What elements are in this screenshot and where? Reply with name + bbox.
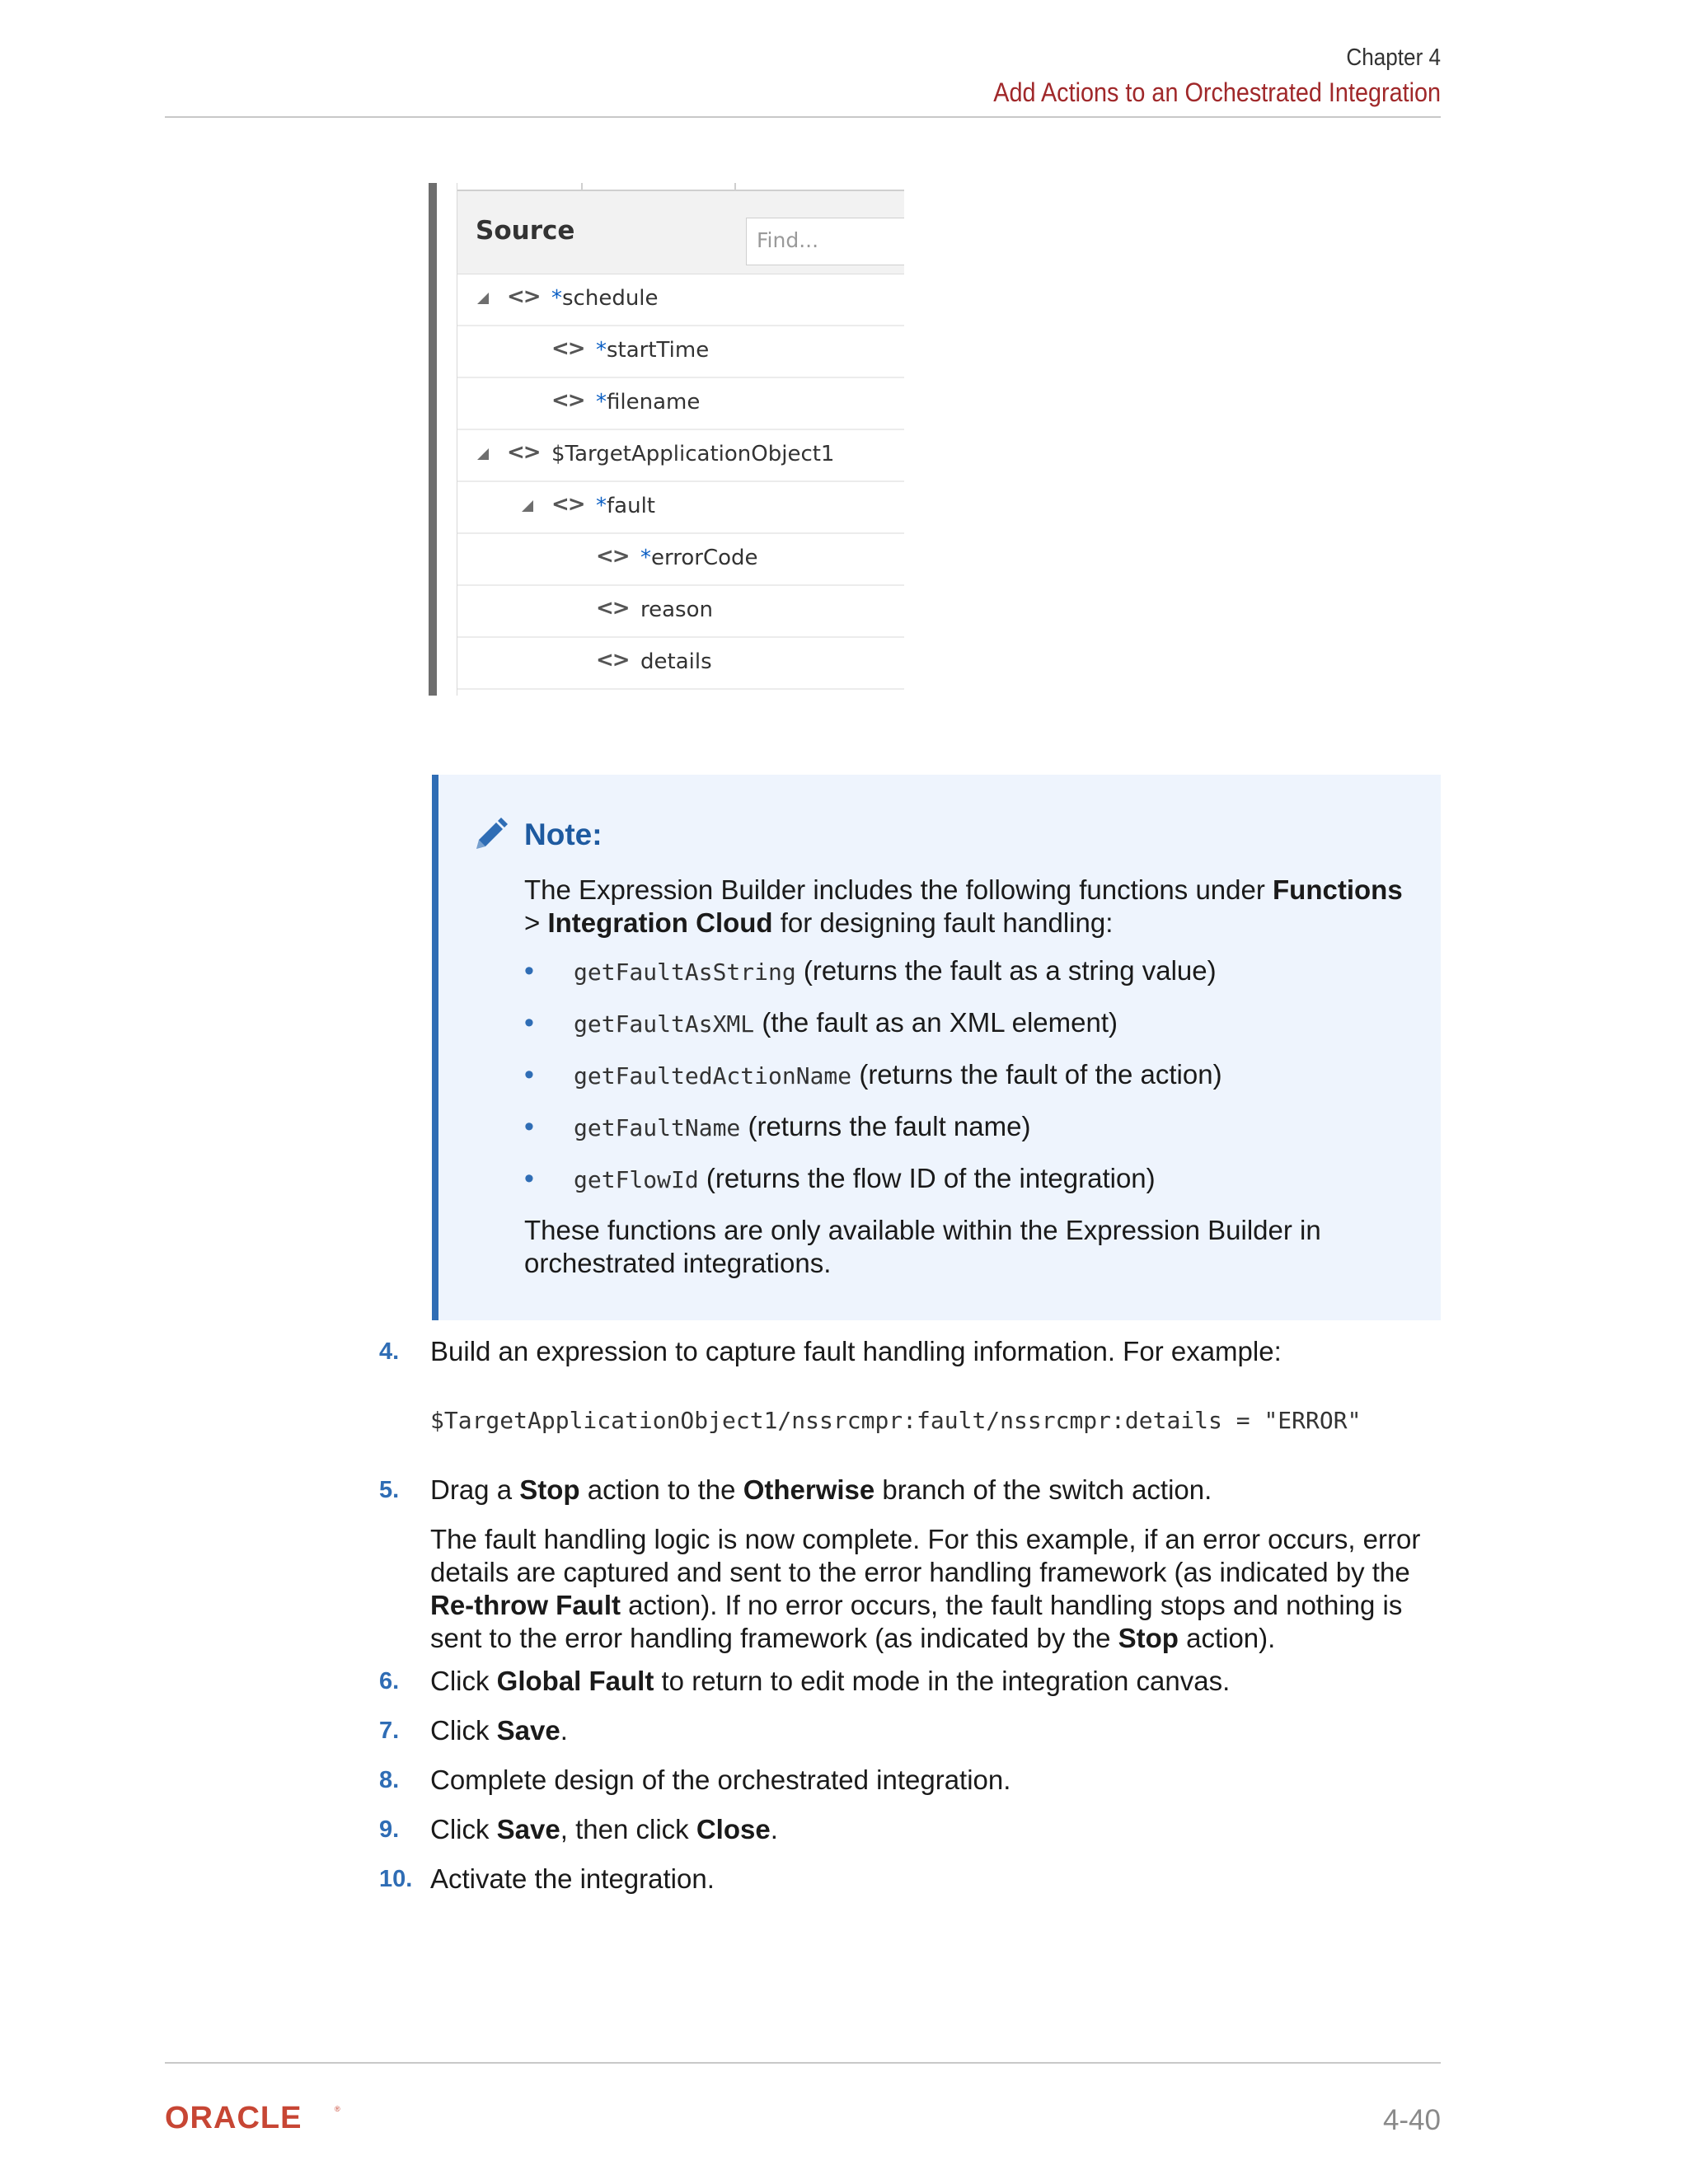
svg-text:®: ® bbox=[335, 2105, 340, 2113]
note-box bbox=[432, 775, 1441, 1320]
step-5-explanation: The fault handling logic is now complete. For this example, if an error occurs, error details are captured and sent to the error handling framework (as indicated by the Re-throw Fault action). If no error occurs, the fault handling stops and nothing is sent to the error handling framework (as indicated by the Stop action). bbox=[430, 1524, 1421, 1653]
expand-triangle-icon[interactable] bbox=[477, 448, 489, 460]
tree-node[interactable] bbox=[457, 586, 904, 638]
element-icon: <> bbox=[596, 596, 629, 621]
element-icon: <> bbox=[596, 544, 629, 569]
bullet-icon: • bbox=[524, 1059, 534, 1090]
tree-node[interactable] bbox=[457, 378, 904, 430]
element-icon: <> bbox=[551, 336, 584, 361]
tree-node-label: *startTime bbox=[596, 338, 710, 363]
function-list bbox=[524, 954, 1423, 1214]
expand-triangle-icon[interactable] bbox=[477, 293, 489, 304]
element-icon: <> bbox=[551, 492, 584, 517]
pencil-icon bbox=[471, 816, 509, 854]
note-body bbox=[524, 874, 1423, 1280]
note-title: Note: bbox=[524, 818, 603, 851]
element-icon: <> bbox=[507, 440, 540, 465]
source-panel-header bbox=[457, 191, 904, 274]
bullet-icon: • bbox=[524, 1007, 534, 1038]
document-page: Chapter 4 Add Actions to an Orchestrated Integration Source Find... <> *schedule <> *startTime <> *filename <> $TargetApplicationObject1 <> *fault <> *errorCode <> reason <> details Note: The Expression Builder includes the following functions under Functions > Integration Cloud for designing fault handling: • getFaultAsString (returns the fault as a string value) • getFaultAsXML (the fault as an XML element) • getFaultedActionName (returns the fault of the action) • getFaultName (returns the fault name) • getFlowId (returns the flow ID of the integration) These functions are only available within the Expression Builder in orchestrated integrations. 4. Build an expression to capture fault handling information. For example: $TargetApplicationObject1/nssrcmpr:fault/nssrcmpr:details = "ERROR" 5. Drag a Stop action to the Otherwise branch of the switch action. The fault handling logic is now complete. For this example, if an error occurs, error details are captured and sent to the error handling framework (as indicated by the Re-throw Fault action). If no error occurs, the fault handling stops and nothing is sent to the error handling framework (as indicated by the Stop action). 6. Click Global Fault to return to edit mode in the integration canvas. 7. Click Save. 8. Complete design of the orchestrated integration. 9. Click Save, then click Close. 10. Activate the integration. ORACLE ® 4-40 bbox=[165, 45, 1441, 2136]
chapter-title: Add Actions to an Orchestrated Integration bbox=[993, 77, 1441, 107]
list-item: • getFaultedActionName (returns the fault of the action) bbox=[524, 1059, 1222, 1090]
svg-text:ORACLE: ORACLE bbox=[165, 2103, 302, 2131]
bullet-icon: • bbox=[524, 1163, 534, 1194]
tree-node-label: *errorCode bbox=[640, 546, 758, 570]
expand-triangle-icon[interactable] bbox=[522, 500, 533, 512]
tree-node[interactable] bbox=[457, 326, 904, 378]
tree-node[interactable] bbox=[457, 430, 904, 482]
tree-node[interactable] bbox=[457, 534, 904, 586]
source-label: Source bbox=[476, 216, 575, 246]
note-footer: These functions are only available within the Expression Builder in orchestrated integrations. bbox=[524, 1215, 1321, 1278]
bullet-icon: • bbox=[524, 955, 534, 987]
element-icon: <> bbox=[596, 648, 629, 673]
tree-node-label: *schedule bbox=[551, 286, 659, 311]
tree-node-label: $TargetApplicationObject1 bbox=[551, 442, 835, 466]
list-item: • getFaultName (returns the fault name) bbox=[524, 1111, 1031, 1142]
footer-divider bbox=[165, 2062, 1441, 2064]
list-item: • getFaultAsString (returns the fault as a string value) bbox=[524, 955, 1217, 987]
tree-node[interactable] bbox=[457, 274, 904, 326]
element-icon: <> bbox=[551, 388, 584, 413]
running-header bbox=[944, 43, 1441, 109]
tree-node-label: *filename bbox=[596, 390, 701, 415]
source-panel bbox=[457, 183, 904, 696]
bullet-icon: • bbox=[524, 1111, 534, 1142]
source-tree-screenshot bbox=[429, 183, 903, 696]
tree-node-label: reason bbox=[640, 598, 713, 622]
oracle-logo bbox=[165, 2103, 346, 2131]
tree-node-label: *fault bbox=[596, 494, 655, 518]
tree-node-label: details bbox=[640, 649, 712, 674]
panel-edge bbox=[429, 183, 437, 696]
tree-node[interactable] bbox=[457, 638, 904, 690]
element-icon: <> bbox=[507, 284, 540, 309]
list-item: • getFaultAsXML (the fault as an XML element) bbox=[524, 1007, 1118, 1038]
source-tree bbox=[457, 274, 904, 690]
note-intro: The Expression Builder includes the following functions under Functions > Integration Cloud for designing fault handling: bbox=[524, 874, 1403, 938]
find-input[interactable]: Find... bbox=[746, 218, 904, 265]
page-number: 4-40 bbox=[1382, 2104, 1441, 2136]
tree-node[interactable] bbox=[457, 482, 904, 534]
list-item: • getFlowId (returns the flow ID of the integration) bbox=[524, 1163, 1156, 1194]
header-divider bbox=[165, 116, 1441, 118]
code-example: $TargetApplicationObject1/nssrcmpr:fault/nssrcmpr:details = "ERROR" bbox=[430, 1407, 1362, 1434]
chapter-label: Chapter 4 bbox=[1346, 45, 1441, 71]
